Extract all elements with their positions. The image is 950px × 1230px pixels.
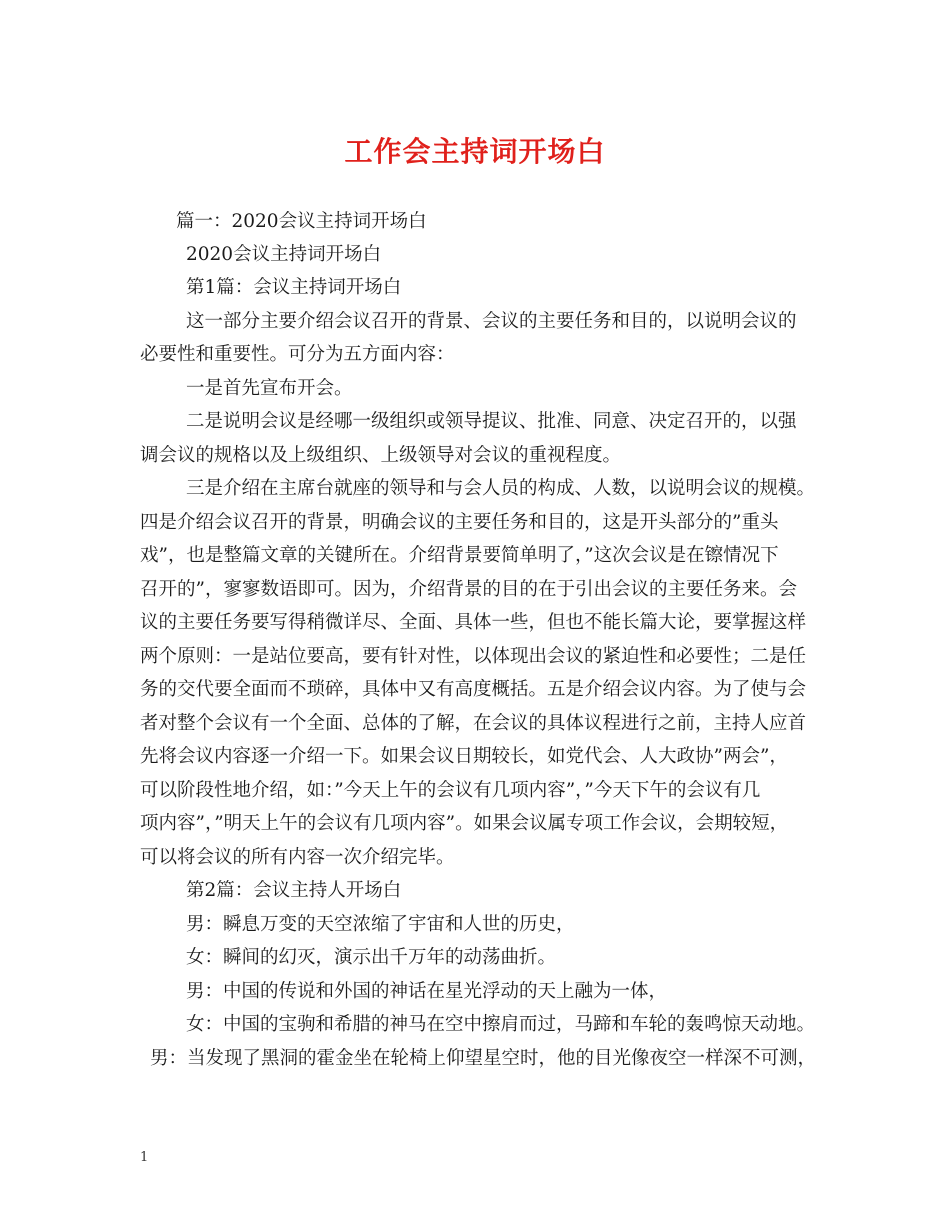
text-line: 男：瞬息万变的天空浓缩了宇宙和人世的历史，: [186, 914, 575, 935]
text-line: 召开的”，寥寥数语即可。因为，介绍背景的目的在于引出会议的主要任务来。会: [140, 579, 797, 600]
text-line: 2020会议主持词开场白: [186, 244, 382, 265]
text-line: 议的主要任务要写得稍微详尽、全面、具体一些，但也不能长篇大论，要掌握这样: [140, 612, 807, 633]
text-line: 项内容”，”明天上午的会议有几项内容”。如果会议属专项工作会议，会期较短，: [140, 813, 789, 834]
page-number: 1: [140, 1150, 149, 1165]
text-line: 三是介绍在主席台就座的领导和与会人员的构成、人数，以说明会议的规模。: [186, 478, 816, 499]
text-line: 者对整个会议有一个全面、总体的了解，在会议的具体议程进行之前，主持人应首: [140, 713, 807, 734]
text-line: 一是首先宣布开会。: [186, 378, 353, 399]
text-line: 二是说明会议是经哪一级组织或领导提议、批准、同意、决定召开的，以强: [186, 411, 797, 432]
text-line: 女：中国的宝驹和希腊的神马在空中擦肩而过，马蹄和车轮的轰鸣惊天动地。: [186, 1014, 816, 1035]
text-line: 第1篇：会议主持词开场白: [186, 277, 402, 298]
text-line: 必要性和重要性。可分为五方面内容：: [140, 344, 455, 365]
text-line: 男：当发现了黑洞的霍金坐在轮椅上仰望星空时，他的目光像夜空一样深不可测，: [150, 1048, 817, 1069]
text-line: 这一部分主要介绍会议召开的背景、会议的主要任务和目的，以说明会议的: [186, 311, 797, 332]
text-line: 戏”，也是整篇文章的关键所在。介绍背景要简单明了，”这次会议是在镲情况下: [140, 545, 779, 566]
document-title: 工作会主持词开场白: [344, 135, 606, 168]
text-line: 可以阶段性地介绍，如：”今天上午的会议有几项内容”，”今天下午的会议有几: [140, 780, 761, 801]
text-line: 第2篇：会议主持人开场白: [186, 880, 402, 901]
text-line: 男：中国的传说和外国的神话在星光浮动的天上融为一体，: [186, 981, 668, 1002]
text-line: 务的交代要全面而不琐碎，具体中又有高度概括。五是介绍会议内容。为了使与会: [140, 679, 807, 700]
text-line: 调会议的规格以及上级组织、上级领导对会议的重视程度。: [140, 445, 622, 466]
text-line: 四是介绍会议召开的背景，明确会议的主要任务和目的，这是开头部分的”重头: [140, 512, 779, 533]
text-line: 女：瞬间的幻灭，演示出千万年的动荡曲折。: [186, 947, 557, 968]
text-line: 可以将会议的所有内容一次介绍完毕。: [140, 847, 455, 868]
text-line: 篇一：2020会议主持词开场白: [176, 211, 427, 232]
text-line: 两个原则：一是站位要高，要有针对性，以体现出会议的紧迫性和必要性；二是任: [140, 646, 807, 667]
text-line: 先将会议内容逐一介绍一下。如果会议日期较长，如党代会、人大政协”两会”，: [140, 746, 788, 767]
